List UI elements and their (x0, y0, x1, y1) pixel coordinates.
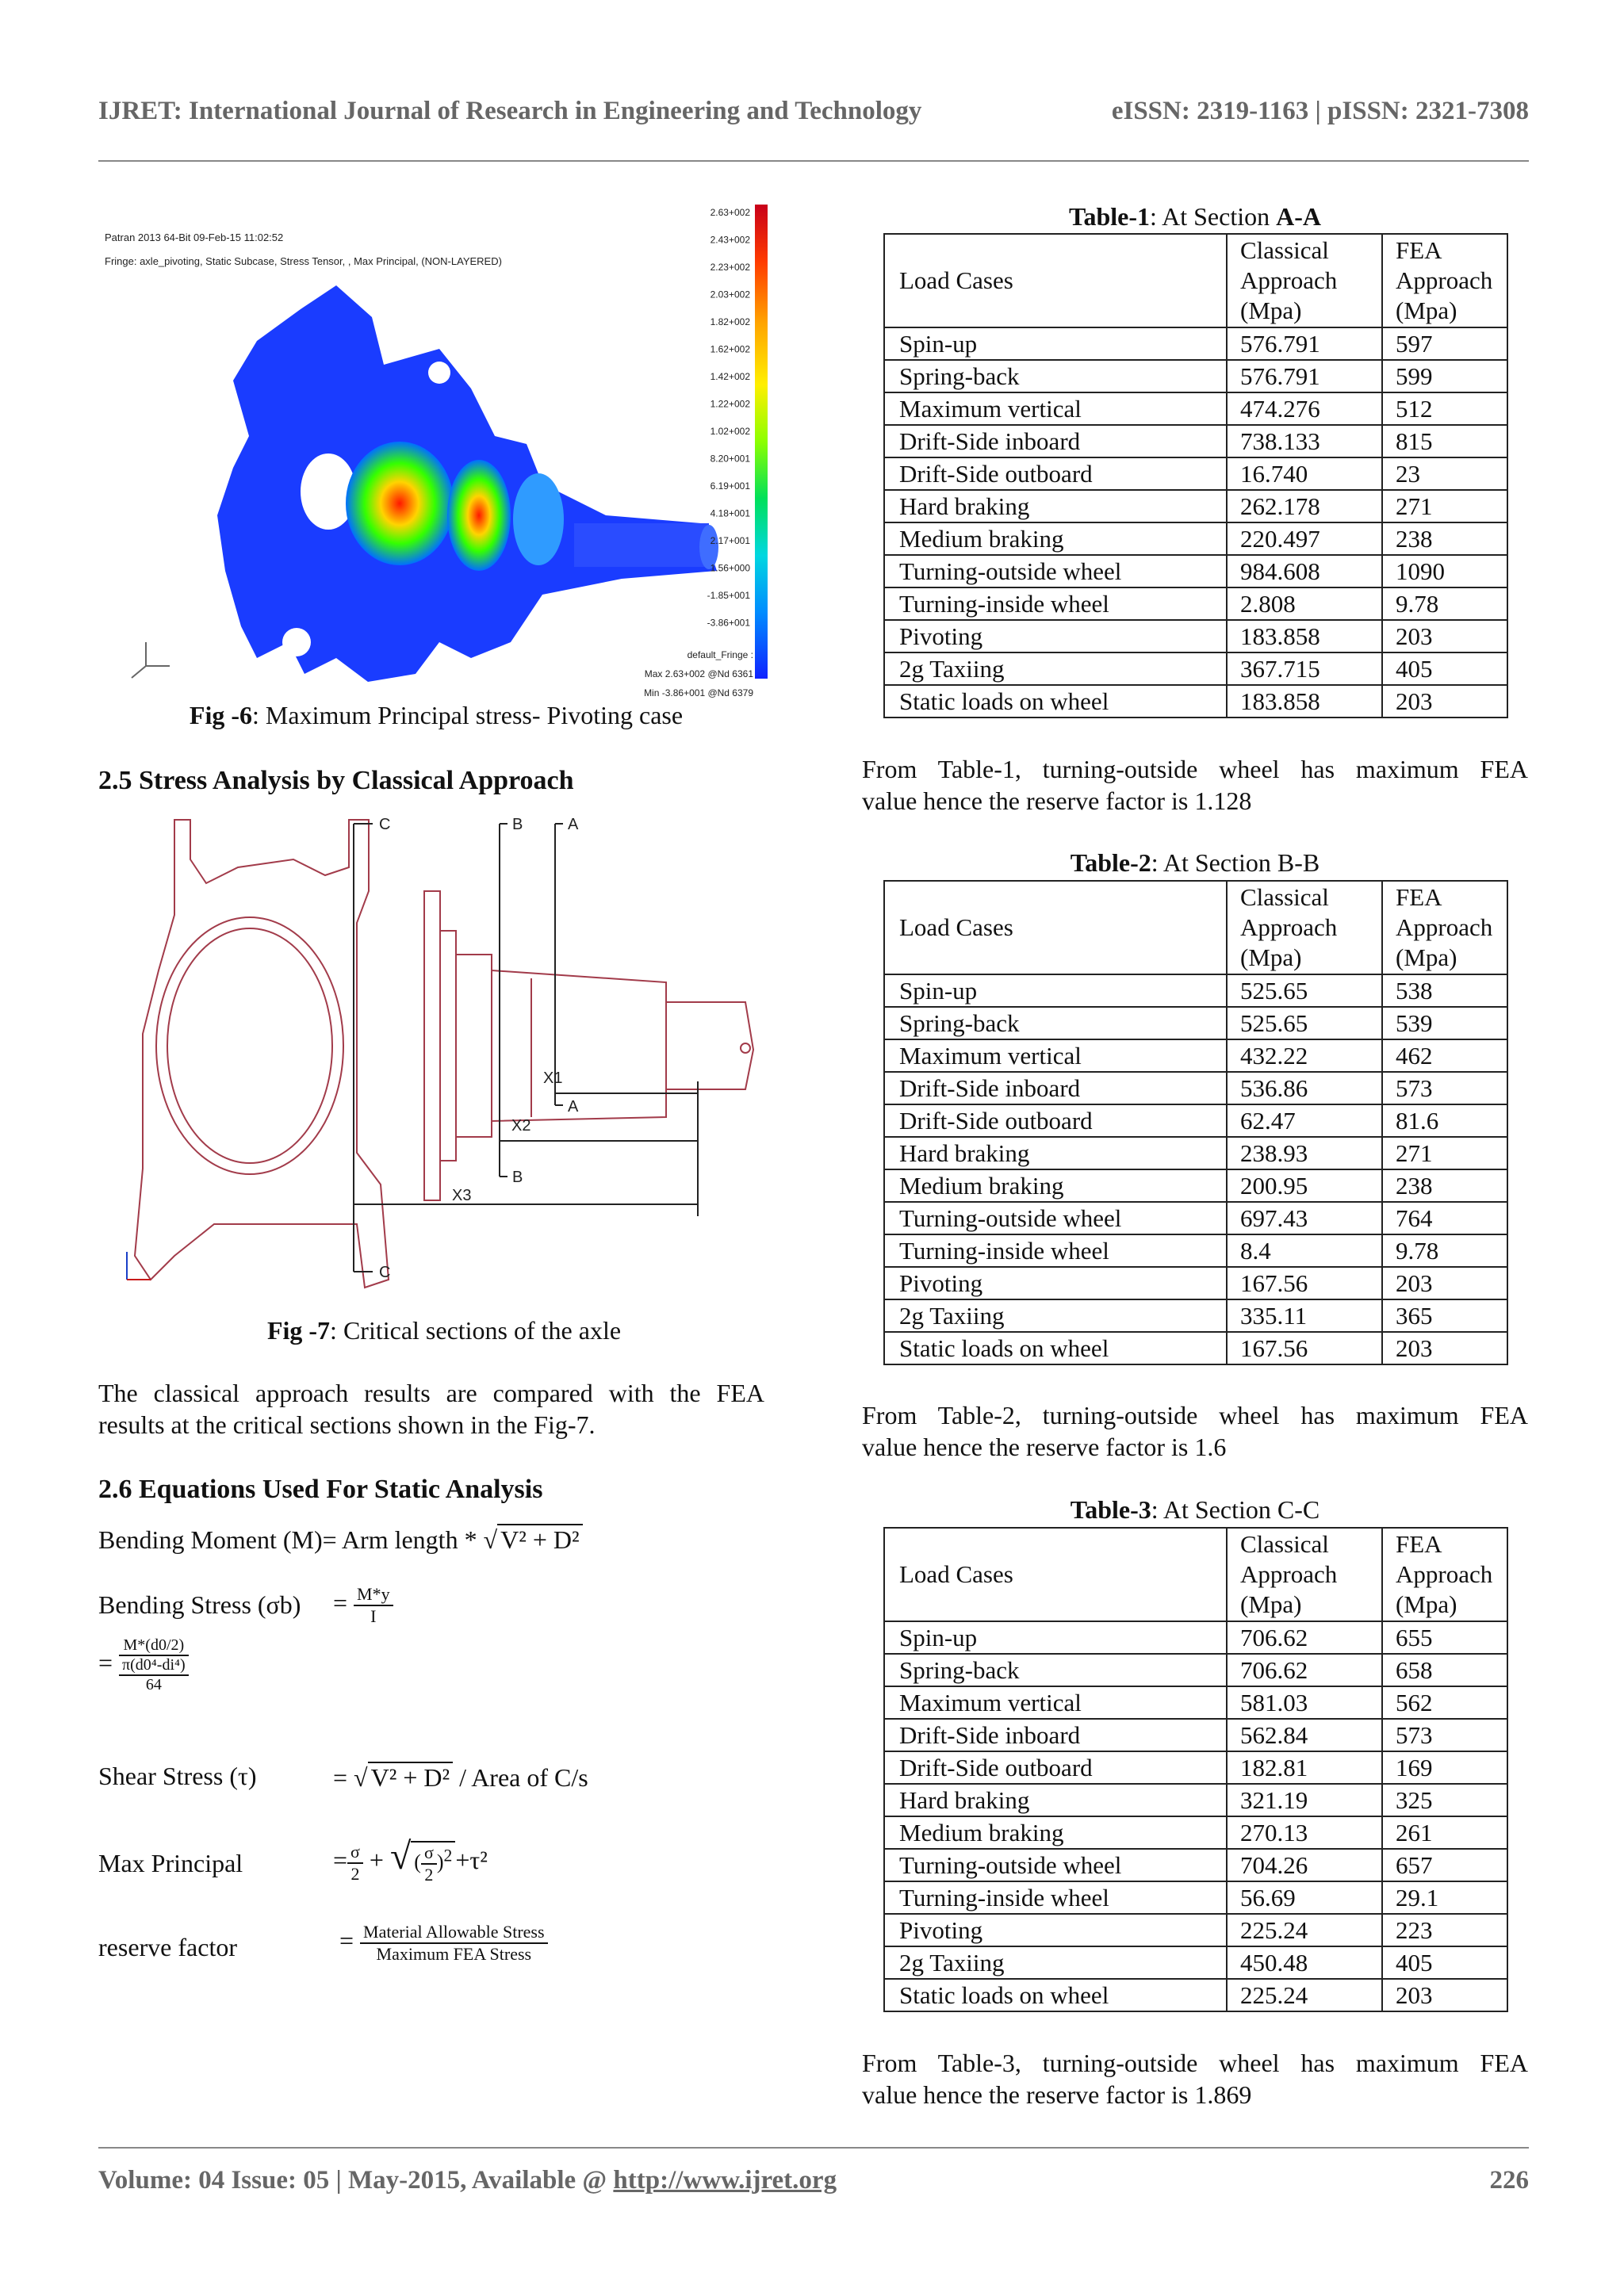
cell-load-case: Medium braking (884, 522, 1227, 555)
page-header (98, 97, 1529, 128)
cell-fea: 405 (1382, 652, 1507, 685)
header-line: FEA (1396, 1530, 1442, 1558)
cell-fea: 203 (1382, 620, 1507, 652)
cell-fea: 23 (1382, 457, 1507, 490)
cell-load-case: Turning-outside wheel (884, 555, 1227, 587)
table-3 (883, 1527, 1508, 2012)
cell-classical: 576.791 (1227, 360, 1382, 392)
cell-load-case: Medium braking (884, 1169, 1227, 1202)
eq-bs-den: I (370, 1606, 377, 1626)
cell-classical: 536.86 (1227, 1072, 1382, 1104)
cell-fea: 238 (1382, 1169, 1507, 1202)
footer-rule (98, 2147, 1529, 2149)
cell-classical: 706.62 (1227, 1621, 1382, 1654)
table-1-caption (883, 202, 1507, 232)
table-1-note (862, 753, 1528, 817)
paragraph-line: The classical approach results are compared with the FEA (98, 1379, 764, 1407)
table-row (884, 1234, 1507, 1267)
cell-load-case: Turning-inside wheel (884, 1881, 1227, 1914)
section-2-6-heading: 2.6 Equations Used For Static Analysis (98, 1475, 543, 1504)
fig6-caption (119, 701, 753, 730)
note-line: value hence the reserve factor is 1.869 (862, 2080, 1252, 2109)
table-row (884, 327, 1507, 360)
cell-classical: 321.19 (1227, 1784, 1382, 1816)
cell-fea: 271 (1382, 490, 1507, 522)
label-x3: X3 (452, 1187, 472, 1204)
axes-triad-icon (132, 642, 170, 678)
table-header-row (884, 234, 1507, 327)
table-caption-section: A-A (1276, 202, 1321, 231)
table-row (884, 1039, 1507, 1072)
table-row (884, 425, 1507, 457)
header-line: Classical (1240, 883, 1329, 911)
label-x1: X1 (543, 1070, 563, 1087)
header-line: (Mpa) (1240, 297, 1302, 324)
marker-b-top: B (512, 816, 523, 833)
eq-max-principal (98, 1849, 243, 1878)
cell-classical: 167.56 (1227, 1267, 1382, 1299)
eq-rf-den: Maximum FEA Stress (376, 1944, 532, 1964)
fringe-scale-label: 6.19+001 (710, 480, 750, 492)
cell-classical: 697.43 (1227, 1202, 1382, 1234)
cell-load-case: Hard braking (884, 490, 1227, 522)
table-row (884, 652, 1507, 685)
cell-fea: 169 (1382, 1751, 1507, 1784)
table-row (884, 555, 1507, 587)
cell-classical: 270.13 (1227, 1816, 1382, 1849)
cell-load-case: Drift-Side outboard (884, 1751, 1227, 1784)
cell-fea: 203 (1382, 685, 1507, 718)
cell-load-case: Pivoting (884, 1914, 1227, 1946)
marker-c-top: C (379, 816, 391, 833)
fig6-caption-label: Fig -6 (189, 701, 253, 729)
axle-outline (135, 820, 753, 1288)
eq-ss-tail: / Area of C/s (453, 1763, 588, 1792)
cell-classical: 576.791 (1227, 327, 1382, 360)
table-row (884, 974, 1507, 1007)
cell-load-case: Static loads on wheel (884, 1979, 1227, 2011)
table-row (884, 1654, 1507, 1686)
eq-rf-value: = $\frac{\text{Material Allowable Stress}}{\text{Maximum FEA Stress}}$ (339, 1922, 548, 1965)
cell-load-case: 2g Taxiing (884, 652, 1227, 685)
eq-bending-stress (98, 1590, 301, 1620)
cell-fea: 203 (1382, 1979, 1507, 2011)
cell-fea: 238 (1382, 522, 1507, 555)
eq-mp-tail: +τ² (455, 1846, 488, 1874)
cell-load-case: Spin-up (884, 1621, 1227, 1654)
cell-classical: 525.65 (1227, 974, 1382, 1007)
table-caption-label: Table-3 (1070, 1495, 1151, 1524)
fringe-min: Min -3.86+001 @Nd 6379 (644, 687, 753, 698)
fringe-scale-label: 1.82+002 (710, 316, 750, 327)
cell-fea: 539 (1382, 1007, 1507, 1039)
cell-load-case: Maximum vertical (884, 392, 1227, 425)
cell-fea: 562 (1382, 1686, 1507, 1719)
cell-fea: 658 (1382, 1654, 1507, 1686)
header-fea (1382, 1528, 1507, 1621)
cell-classical: 225.24 (1227, 1979, 1382, 2011)
cell-load-case: Spring-back (884, 1007, 1227, 1039)
cell-fea: 29.1 (1382, 1881, 1507, 1914)
cell-classical: 738.133 (1227, 425, 1382, 457)
cell-load-case: 2g Taxiing (884, 1299, 1227, 1332)
header-line: (Mpa) (1240, 943, 1302, 971)
header-line: Classical (1240, 1530, 1329, 1558)
fringe-scale-label: -3.86+001 (707, 617, 750, 629)
cell-fea: 597 (1382, 327, 1507, 360)
cell-fea: 1090 (1382, 555, 1507, 587)
cell-fea: 365 (1382, 1299, 1507, 1332)
cell-classical: 450.48 (1227, 1946, 1382, 1979)
fig6-caption-text: : Maximum Principal stress- Pivoting case (252, 701, 684, 729)
cell-load-case: Drift-Side inboard (884, 1072, 1227, 1104)
cell-load-case: Turning-outside wheel (884, 1202, 1227, 1234)
fringe-default: default_Fringe : (687, 649, 753, 660)
eq-bs-value: = $\frac{M*y}{I}$ (333, 1584, 393, 1627)
fringe-scale-label: 8.20+001 (710, 453, 750, 465)
table-row (884, 1621, 1507, 1654)
footer-volume (98, 2166, 837, 2195)
cell-fea: 599 (1382, 360, 1507, 392)
table-row (884, 620, 1507, 652)
marker-a-top: A (568, 816, 579, 833)
paragraph-classical (98, 1377, 764, 1441)
header-line: Approach (1396, 1560, 1493, 1588)
eq-rf-frac (360, 1922, 548, 1965)
eq-bs-expanded: = M*(d0/2) π(d0⁴-di⁴) 64 (98, 1636, 189, 1694)
cell-load-case: Pivoting (884, 620, 1227, 652)
eq-mp-inner-frac (421, 1843, 437, 1885)
table-row (884, 1816, 1507, 1849)
eq-bs2-den2: 64 (145, 1676, 162, 1693)
marker-a-bottom: A (568, 1098, 579, 1115)
cell-load-case: Spin-up (884, 974, 1227, 1007)
cell-classical: 581.03 (1227, 1686, 1382, 1719)
eq-rf-num: Material Allowable Stress (360, 1922, 548, 1944)
table-row (884, 1881, 1507, 1914)
table-row (884, 1784, 1507, 1816)
cell-load-case: Hard braking (884, 1137, 1227, 1169)
cell-classical: 367.715 (1227, 652, 1382, 685)
eq-ss-sqrt: V² + D² (368, 1762, 453, 1793)
fringe-scale-label: -1.85+001 (707, 590, 750, 601)
eq-bs-frac (354, 1584, 393, 1627)
page-number: 226 (1489, 2166, 1529, 2195)
cell-fea: 261 (1382, 1816, 1507, 1849)
cell-classical: 335.11 (1227, 1299, 1382, 1332)
eq-reserve-factor (98, 1933, 237, 1962)
marker-c-bottom: C (379, 1264, 391, 1281)
table-header-row (884, 881, 1507, 974)
note-line: From Table-2, turning-outside wheel has maximum FEA (862, 1401, 1528, 1429)
cell-classical: 525.65 (1227, 1007, 1382, 1039)
eq-mp-inner-sigma: σ (421, 1843, 437, 1865)
fringe-scale-label: 2.17+001 (710, 535, 750, 546)
fringe-color-scale (755, 205, 768, 679)
fig6-fea-contour (98, 198, 772, 706)
table-row (884, 1104, 1507, 1137)
cell-classical: 474.276 (1227, 392, 1382, 425)
fringe-scale-label: 1.62+002 (710, 343, 750, 355)
cell-fea: 764 (1382, 1202, 1507, 1234)
header-load-cases: Load Cases (884, 881, 1227, 974)
sqrt-icon: √ (389, 1835, 412, 1877)
cell-fea: 203 (1382, 1332, 1507, 1364)
header-line: (Mpa) (1240, 1590, 1302, 1618)
fringe-scale-label: 1.02+002 (710, 426, 750, 437)
header-line: (Mpa) (1396, 1590, 1457, 1618)
fringe-scale-label: 1.42+002 (710, 371, 750, 382)
cell-fea: 657 (1382, 1849, 1507, 1881)
cell-fea: 815 (1382, 425, 1507, 457)
table-row (884, 457, 1507, 490)
cell-fea: 462 (1382, 1039, 1507, 1072)
fringe-max: Max 2.63+002 @Nd 6361 (644, 668, 753, 679)
marker-b-bottom: B (512, 1169, 523, 1186)
table-row (884, 685, 1507, 718)
section-markers (354, 824, 698, 1272)
fig6-meta-1: Patran 2013 64-Bit 09-Feb-15 11:02:52 (105, 232, 284, 243)
cell-load-case: Spin-up (884, 327, 1227, 360)
table-row (884, 1202, 1507, 1234)
table-caption-text: : At Section (1149, 202, 1277, 231)
fig7-axle-sections (111, 812, 777, 1311)
eq-ss-label: Shear Stress (τ) (98, 1762, 257, 1790)
cell-fea: 271 (1382, 1137, 1507, 1169)
note-line: From Table-1, turning-outside wheel has maximum FEA (862, 755, 1528, 783)
cell-classical: 8.4 (1227, 1234, 1382, 1267)
header-rule (98, 160, 1529, 162)
table-caption-label: Table-2 (1070, 848, 1151, 877)
cell-classical: 16.740 (1227, 457, 1382, 490)
cell-classical: 984.608 (1227, 555, 1382, 587)
eq-bm-label: Bending Moment (M)= Arm length * (98, 1525, 484, 1554)
eq-mp-two: 2 (350, 1863, 360, 1884)
header-line: (Mpa) (1396, 297, 1457, 324)
table-caption-text: : At Section B-B (1151, 848, 1320, 877)
table-2-caption (883, 848, 1507, 878)
cell-classical: 262.178 (1227, 490, 1382, 522)
fringe-scale-label: 2.43+002 (710, 234, 750, 246)
table-row (884, 1332, 1507, 1364)
header-line: Approach (1396, 266, 1493, 294)
eq-bs2-num: M*(d0/2) (119, 1636, 189, 1656)
fringe-scale-label: 2.23+002 (710, 262, 750, 273)
note-line: value hence the reserve factor is 1.6 (862, 1433, 1227, 1461)
cell-classical: 238.93 (1227, 1137, 1382, 1169)
header-line: FEA (1396, 236, 1442, 264)
header-line: Approach (1240, 1560, 1338, 1588)
fringe-scale-label: 2.63+002 (710, 207, 750, 218)
cell-load-case: Pivoting (884, 1267, 1227, 1299)
cell-fea: 405 (1382, 1946, 1507, 1979)
note-line: From Table-3, turning-outside wheel has maximum FEA (862, 2049, 1528, 2077)
cell-classical: 62.47 (1227, 1104, 1382, 1137)
cell-load-case: Static loads on wheel (884, 1332, 1227, 1364)
header-line: Approach (1240, 266, 1338, 294)
sqrt-icon: √ (483, 1525, 498, 1554)
sqrt-icon: √ (354, 1763, 368, 1792)
header-classical (1227, 881, 1382, 974)
fringe-scale-label: 4.18+001 (710, 507, 750, 519)
eq-ss-value: = √ V² + D² / Area of C/s (333, 1763, 588, 1792)
section-2-5-heading: 2.5 Stress Analysis by Classical Approach (98, 766, 574, 795)
eq-mp-sigma: σ (347, 1842, 363, 1864)
eq-shear-stress (98, 1762, 256, 1791)
cell-load-case: Spring-back (884, 360, 1227, 392)
fig6-meta-2: Fringe: axle_pivoting, Static Subcase, Stress Tensor, , Max Principal, (NON-LAYERED) (105, 255, 502, 267)
header-line: FEA (1396, 883, 1442, 911)
cell-load-case: Hard braking (884, 1784, 1227, 1816)
header-classical (1227, 1528, 1382, 1621)
cell-load-case: Turning-inside wheel (884, 587, 1227, 620)
cell-fea: 538 (1382, 974, 1507, 1007)
fringe-scale-label: 1.22+002 (710, 398, 750, 410)
eq-bs2-frac (119, 1636, 189, 1694)
table-row (884, 1946, 1507, 1979)
cell-classical: 432.22 (1227, 1039, 1382, 1072)
footer-volume-text: Volume: 04 Issue: 05 | May-2015, Available @ (98, 2166, 614, 2195)
fig7-caption (111, 1316, 777, 1345)
cell-classical: 220.497 (1227, 522, 1382, 555)
table-row (884, 490, 1507, 522)
cell-classical: 2.808 (1227, 587, 1382, 620)
cell-classical: 183.858 (1227, 685, 1382, 718)
eq-mp-value: = $\frac{\sigma}{2}$ + √ ( $\frac{\sigma}{2}$ )$^2$ +τ² (333, 1835, 488, 1885)
cell-load-case: Turning-inside wheel (884, 1234, 1227, 1267)
note-line: value hence the reserve factor is 1.128 (862, 786, 1252, 815)
table-3-note (862, 2047, 1528, 2110)
eq-mp-inner-two: 2 (424, 1865, 434, 1885)
cell-fea: 9.78 (1382, 587, 1507, 620)
header-load-cases: Load Cases (884, 234, 1227, 327)
cell-fea: 325 (1382, 1784, 1507, 1816)
table-row (884, 392, 1507, 425)
header-fea (1382, 234, 1507, 327)
cell-load-case: Drift-Side outboard (884, 1104, 1227, 1137)
cell-load-case: 2g Taxiing (884, 1946, 1227, 1979)
cell-load-case: Drift-Side inboard (884, 1719, 1227, 1751)
table-caption-label: Table-1 (1069, 202, 1150, 231)
cell-classical: 704.26 (1227, 1849, 1382, 1881)
cell-load-case: Spring-back (884, 1654, 1227, 1686)
cell-load-case: Medium braking (884, 1816, 1227, 1849)
eq-bs-num: M*y (354, 1584, 393, 1606)
paragraph-line: results at the critical sections shown in the Fig-7. (98, 1410, 596, 1439)
table-row (884, 587, 1507, 620)
fringe-scale-label: 2.03+002 (710, 289, 750, 300)
eq-bs-label: Bending Stress (σb) (98, 1590, 301, 1619)
cell-classical: 167.56 (1227, 1332, 1382, 1364)
table-2-note (862, 1399, 1528, 1463)
cell-classical: 225.24 (1227, 1914, 1382, 1946)
cell-classical: 182.81 (1227, 1751, 1382, 1784)
eq-rf-label: reserve factor (98, 1933, 237, 1961)
table-row (884, 1299, 1507, 1332)
table-row (884, 1137, 1507, 1169)
table-2 (883, 880, 1508, 1365)
header-line: (Mpa) (1396, 943, 1457, 971)
cell-classical: 183.858 (1227, 620, 1382, 652)
fringe-scale-labels (707, 207, 751, 629)
cell-load-case: Static loads on wheel (884, 685, 1227, 718)
table-row (884, 522, 1507, 555)
cell-load-case: Turning-outside wheel (884, 1849, 1227, 1881)
cell-load-case: Maximum vertical (884, 1686, 1227, 1719)
table-row (884, 360, 1507, 392)
eq-bs2-den: π(d0⁴-di⁴) (119, 1656, 189, 1676)
eq-bending-moment (98, 1524, 583, 1555)
table-row (884, 1914, 1507, 1946)
table-header-row (884, 1528, 1507, 1621)
cell-fea: 223 (1382, 1914, 1507, 1946)
table-row (884, 1072, 1507, 1104)
header-classical (1227, 234, 1382, 327)
table-row (884, 1267, 1507, 1299)
table-row (884, 1849, 1507, 1881)
cell-load-case: Maximum vertical (884, 1039, 1227, 1072)
header-line: Approach (1396, 913, 1493, 941)
cell-fea: 573 (1382, 1719, 1507, 1751)
table-row (884, 1007, 1507, 1039)
cell-load-case: Drift-Side outboard (884, 457, 1227, 490)
journal-title: IJRET: International Journal of Research in Engineering and Technology (98, 97, 922, 125)
label-x2: X2 (511, 1117, 531, 1135)
header-line: Approach (1240, 913, 1338, 941)
table-row (884, 1686, 1507, 1719)
table-caption-text: : At Section C-C (1151, 1495, 1320, 1524)
footer-url-link[interactable]: http://www.ijret.org (613, 2166, 837, 2195)
table-1 (883, 233, 1508, 718)
cell-fea: 203 (1382, 1267, 1507, 1299)
table-row (884, 1751, 1507, 1784)
cell-classical: 200.95 (1227, 1169, 1382, 1202)
page-footer (98, 2166, 1529, 2198)
header-fea (1382, 881, 1507, 974)
header-load-cases: Load Cases (884, 1528, 1227, 1621)
axle-model (217, 285, 718, 682)
eq-mp-label: Max Principal (98, 1849, 243, 1877)
cell-fea: 573 (1382, 1072, 1507, 1104)
table-row (884, 1719, 1507, 1751)
fig7-caption-label: Fig -7 (266, 1316, 331, 1345)
header-line: Classical (1240, 236, 1329, 264)
cell-load-case: Drift-Side inboard (884, 425, 1227, 457)
cell-classical: 56.69 (1227, 1881, 1382, 1914)
cell-fea: 512 (1382, 392, 1507, 425)
eq-mp-sqrt: ( $\frac{\sigma}{2}$ )$^2$ (411, 1841, 455, 1885)
cell-classical: 562.84 (1227, 1719, 1382, 1751)
cell-classical: 706.62 (1227, 1654, 1382, 1686)
issn-info: eISSN: 2319-1163 | pISSN: 2321-7308 (1111, 97, 1529, 125)
cell-fea: 9.78 (1382, 1234, 1507, 1267)
cell-fea: 655 (1382, 1621, 1507, 1654)
table-row (884, 1169, 1507, 1202)
eq-bm-sqrt: V² + D² (497, 1524, 582, 1555)
fig7-caption-text: : Critical sections of the axle (330, 1316, 622, 1345)
table-row (884, 1979, 1507, 2011)
fringe-scale-label: 1.56+000 (710, 562, 750, 574)
eq-mp-frac (347, 1842, 363, 1885)
cell-fea: 81.6 (1382, 1104, 1507, 1137)
table-3-caption (883, 1495, 1507, 1525)
